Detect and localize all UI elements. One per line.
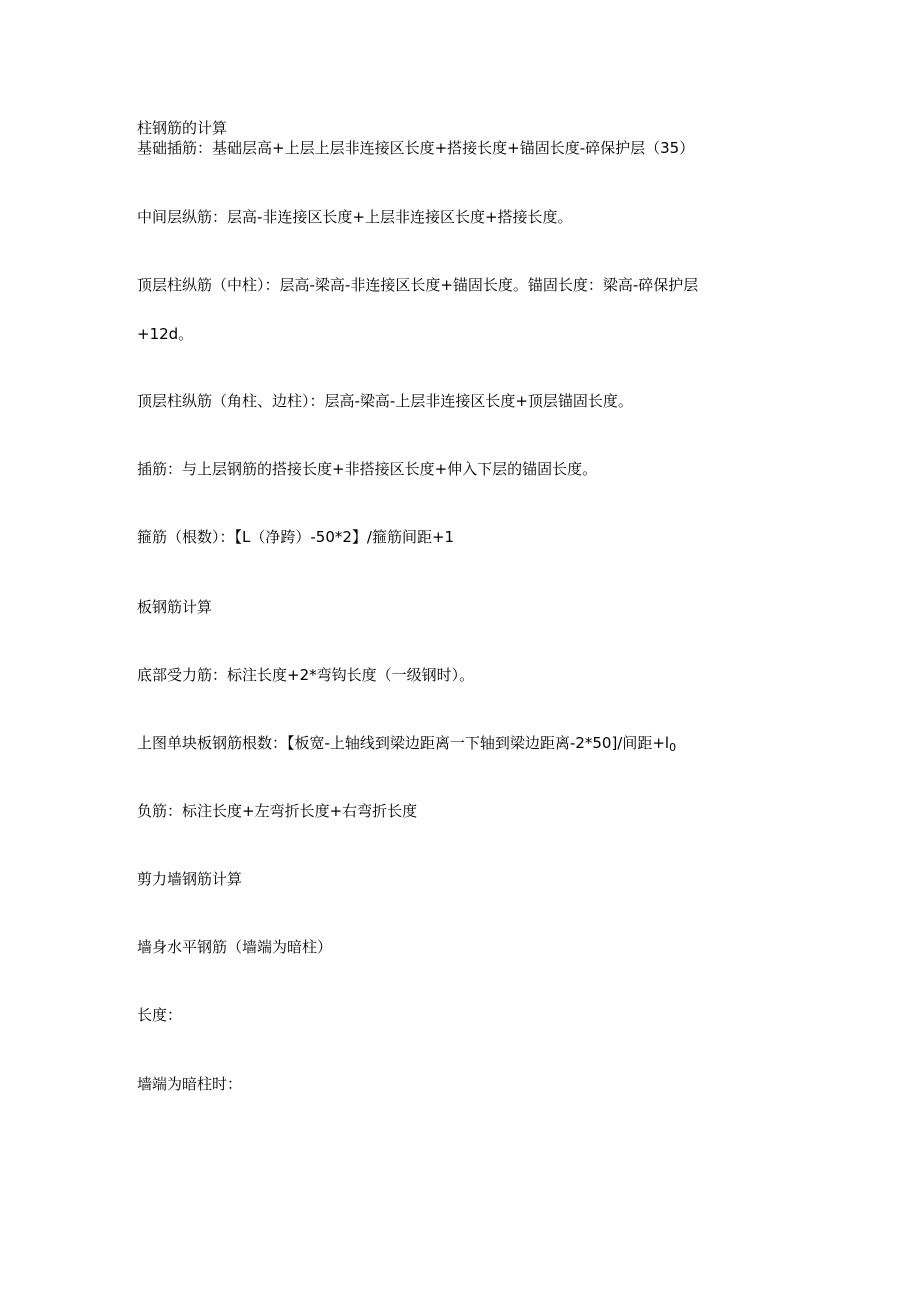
section-heading-slab-rebar: 板钢筋计算 xyxy=(137,598,213,616)
column-top-corner-formula: 顶层柱纵筋（角柱、边柱）：层高-梁高-上层非连接区长度+顶层锚固长度。 xyxy=(137,392,633,410)
column-stirrup-formula: 箍筋（根数）：【L（净跨）-50*2】/箍筋间距+1 xyxy=(137,528,455,546)
column-dowel-formula: 插筋：与上层钢筋的搭接长度+非搭接区长度+伸入下层的锚固长度。 xyxy=(137,460,598,478)
slab-bottom-rebar-formula: 底部受力筋：标注长度+2*弯钩长度（一级钢时）。 xyxy=(137,666,475,684)
slab-rebar-count-text: 上图单块板钢筋根数：【板宽-上轴线到梁边距离一下轴到梁边距离-2*50]/间距+l xyxy=(137,734,670,752)
slab-rebar-count-subscript: 0 xyxy=(669,741,677,754)
wall-end-column-label: 墙端为暗柱时： xyxy=(137,1075,243,1093)
section-heading-shear-wall-rebar: 剪力墙钢筋计算 xyxy=(137,870,243,888)
column-top-center-formula: 顶层柱纵筋（中柱）：层高-梁高-非连接区长度+锚固长度。锚固长度：梁高-碎保护层 xyxy=(137,276,699,294)
column-middle-longitudinal-formula: 中间层纵筋：层高-非连接区长度+上层非连接区长度+搭接长度。 xyxy=(137,208,573,226)
slab-negative-rebar-formula: 负筋：标注长度+左弯折长度+右弯折长度 xyxy=(137,802,418,820)
wall-length-label: 长度： xyxy=(137,1006,183,1024)
slab-rebar-count-formula xyxy=(137,733,676,758)
column-foundation-dowel-formula: 基础插筋：基础层高+上层上层非连接区长度+搭接长度+锚固长度-碎保护层（35） xyxy=(137,139,695,157)
section-heading-column-rebar: 柱钢筋的计算 xyxy=(137,119,228,137)
wall-horizontal-rebar-heading: 墙身水平钢筋（墙端为暗柱） xyxy=(137,938,333,956)
column-top-center-formula-continued: +12d。 xyxy=(137,325,194,343)
